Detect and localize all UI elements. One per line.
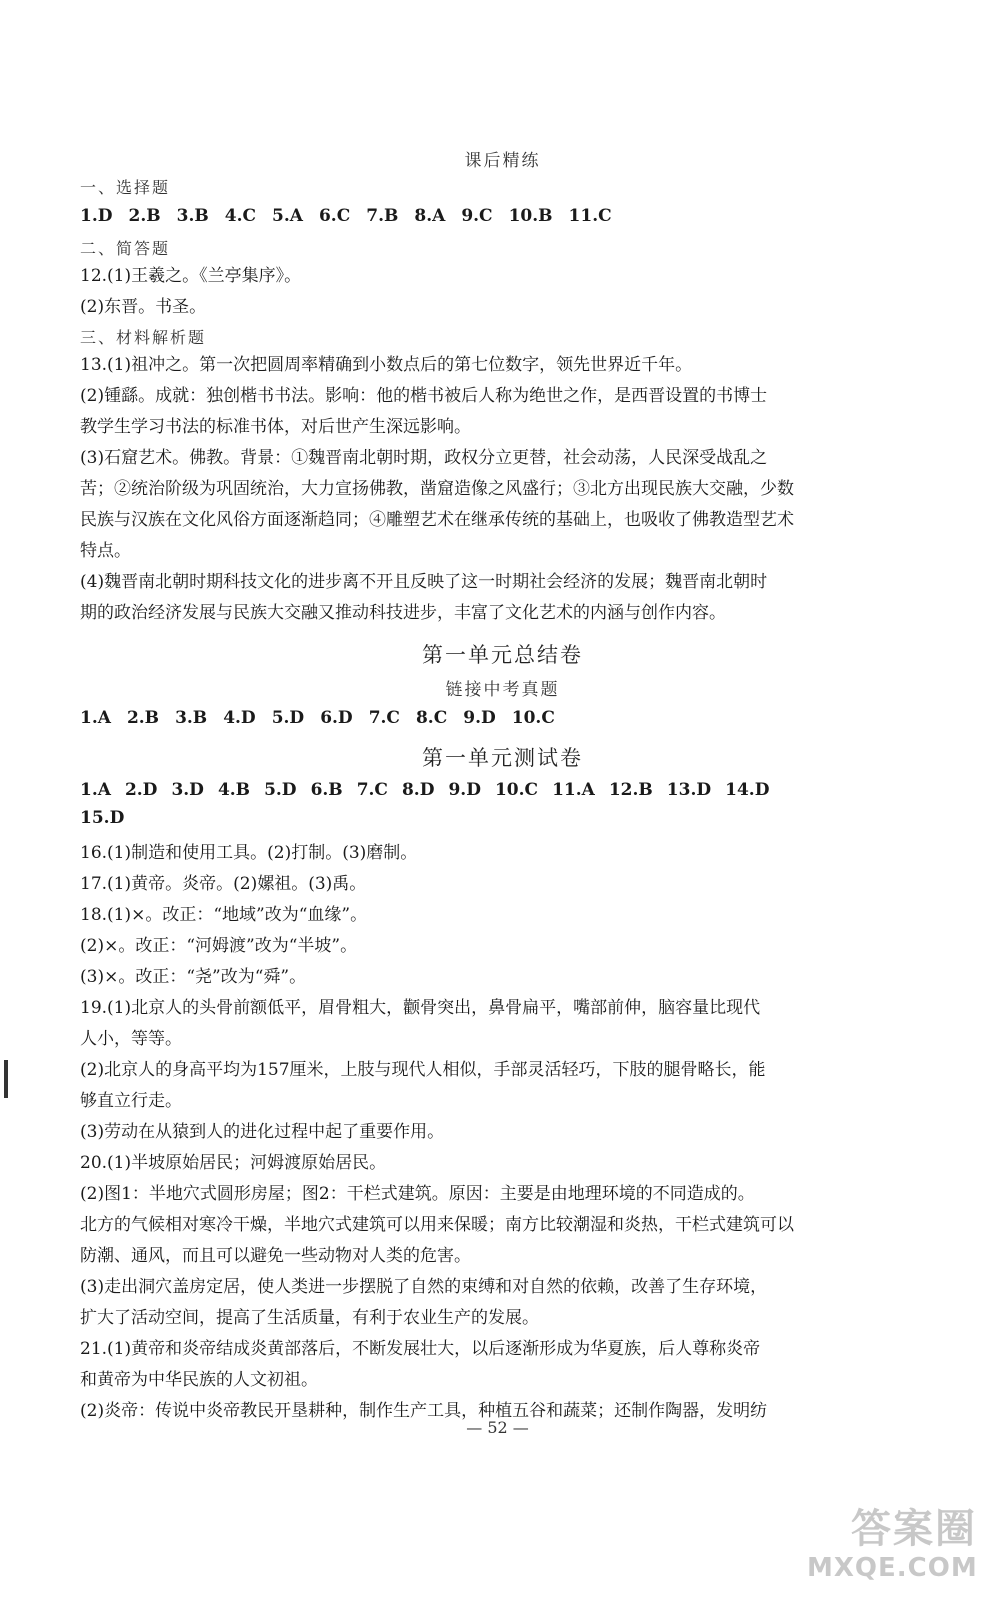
page-number: — 52 —: [466, 1418, 529, 1437]
section-title: 第一单元测试卷: [422, 746, 583, 770]
choice-item: 10.C: [494, 780, 539, 800]
answer-line: (3)石窟艺术。佛教。背景：①魏晋南北朝时期，政权分立更替，社会动荡，人民深受战乱之: [80, 448, 768, 468]
choice-item: 7.C: [356, 780, 388, 800]
answer-line: (2)×。改正：“河姆渡”改为“半坡”。: [80, 936, 358, 956]
answer-line: 教学生学习书法的标准书体，对后世产生深远影响。: [80, 417, 471, 437]
choice-item: 10.C: [511, 708, 555, 728]
answer-line: 16.(1)制造和使用工具。(2)打制。(3)磨制。: [80, 843, 418, 863]
choice-item: 3.B: [176, 206, 209, 226]
answer-line: 人小，等等。: [80, 1029, 182, 1049]
choice-item: 1.D: [80, 206, 113, 226]
section-title: 课后精练: [464, 151, 541, 171]
answer-line: 扩大了活动空间，提高了生活质量，有利于农业生产的发展。: [80, 1308, 539, 1328]
choice-item: 4.B: [217, 780, 251, 800]
choice-item: 5.A: [272, 206, 303, 226]
answer-line: (2)炎帝：传说中炎帝教民开垦耕种，制作生产工具，种植五谷和蔬菜；还制作陶器，发明纺: [80, 1401, 768, 1421]
watermark-top: 答案圈: [851, 1506, 977, 1552]
answer-line: 21.(1)黄帝和炎帝结成炎黄部落后，不断发展壮大，以后逐渐形成为华夏族，后人尊称炎帝: [80, 1339, 761, 1359]
choice-item: 11.A: [552, 780, 595, 800]
section-subtitle: 链接中考真题: [445, 680, 560, 700]
choice-item: 4.D: [223, 708, 256, 728]
choice-answers: [80, 704, 925, 732]
answer-line: (4)魏晋南北朝时期科技文化的进步离不开且反映了这一时期社会经济的发展；魏晋南北朝时: [80, 572, 768, 592]
answer-line: 13.(1)祖冲之。第一次把圆周率精确到小数点后的第七位数字，领先世界近千年。: [80, 355, 693, 375]
choice-item: 8.A: [414, 206, 446, 226]
choice-item: 9.D: [448, 780, 481, 800]
choice-item: 5.D: [271, 708, 305, 728]
answer-line: (3)走出洞穴盖房定居，使人类进一步摆脱了自然的束缚和对自然的依赖，改善了生存环境，: [80, 1277, 768, 1297]
choice-item: 6.B: [310, 780, 343, 800]
answer-line: 防潮、通风，而且可以避免一些动物对人类的危害。: [80, 1246, 471, 1266]
choice-answers: [80, 202, 925, 230]
choice-item: 2.D: [124, 780, 158, 800]
choice-item: 7.B: [366, 206, 399, 226]
scan-mark: [4, 1060, 8, 1098]
choice-item: 11.C: [568, 206, 612, 226]
answer-line: (3)×。改正：“尧”改为“舜”。: [80, 967, 307, 987]
choice-answer-last: 15.D: [80, 808, 125, 828]
answer-page: [80, 140, 925, 1427]
section-heading: 一、选择题: [80, 178, 171, 197]
choice-item: 2.B: [128, 206, 161, 226]
answer-line: 苦；②统治阶级为巩固统治，大力宣扬佛教，凿窟造像之风盛行；③北方出现民族大交融，少数: [80, 479, 794, 499]
answer-line: (3)劳动在从猿到人的进化过程中起了重要作用。: [80, 1122, 445, 1142]
answer-line: (2)锺繇。成就：独创楷书书法。影响：他的楷书被后人称为绝世之作，是西晋设置的书博士: [80, 386, 768, 406]
choice-item: 4.C: [224, 206, 257, 226]
choice-item: 8.D: [401, 780, 435, 800]
choice-answers: [80, 776, 925, 804]
choice-item: 6.C: [318, 206, 351, 226]
section-title: 第一单元总结卷: [422, 643, 583, 667]
choice-item: 1.A: [80, 708, 111, 728]
watermark-bottom: MXQE.COM: [807, 1553, 978, 1583]
section-heading: 三、材料解析题: [80, 328, 207, 347]
answer-line: 12.(1)王羲之。《兰亭集序》。: [80, 266, 302, 286]
answer-line: 18.(1)×。改正：“地域”改为“血缘”。: [80, 905, 368, 925]
answer-line: 特点。: [80, 541, 131, 561]
answer-line: 民族与汉族在文化风俗方面逐渐趋同；④雕塑艺术在继承传统的基础上，也吸收了佛教造型艺术: [80, 510, 794, 530]
choice-item: 5.D: [264, 780, 297, 800]
answer-line: (2)东晋。书圣。: [80, 297, 207, 317]
choice-item: 6.D: [320, 708, 353, 728]
choice-item: 3.D: [171, 780, 204, 800]
choice-item: 14.D: [725, 780, 770, 800]
choice-item: 2.B: [126, 708, 160, 728]
choice-item: 10.B: [508, 206, 553, 226]
answer-line: 17.(1)黄帝。炎帝。(2)嫘祖。(3)禹。: [80, 874, 367, 894]
watermark-logo: [807, 1505, 977, 1595]
answer-line: 20.(1)半坡原始居民；河姆渡原始居民。: [80, 1153, 387, 1173]
answer-line: (2)北京人的身高平均为157厘米，上肢与现代人相似，手部灵活轻巧，下肢的腿骨略长，能: [80, 1060, 766, 1080]
answer-line: 和黄帝为中华民族的人文初祖。: [80, 1370, 318, 1390]
choice-item: 1.A: [80, 780, 111, 800]
choice-item: 13.D: [666, 780, 712, 800]
section-heading: 二、简答题: [80, 239, 171, 258]
answer-line: (2)图1：半地穴式圆形房屋；图2：干栏式建筑。原因：主要是由地理环境的不同造成的。: [80, 1184, 755, 1204]
choice-item: 9.C: [461, 206, 493, 226]
choice-item: 9.D: [463, 708, 496, 728]
choice-item: 3.B: [175, 708, 208, 728]
answer-line: 够直立行走。: [80, 1091, 182, 1111]
choice-item: 12.B: [608, 780, 653, 800]
choice-item: 8.C: [415, 708, 448, 728]
answer-line: 北方的气候相对寒冷干燥，半地穴式建筑可以用来保暖；南方比较潮湿和炎热，干栏式建筑可以: [80, 1215, 794, 1235]
choice-item: 7.C: [368, 708, 400, 728]
answer-line: 期的政治经济发展与民族大交融又推动科技进步，丰富了文化艺术的内涵与创作内容。: [80, 603, 726, 623]
answer-line: 19.(1)北京人的头骨前额低平，眉骨粗大，颧骨突出，鼻骨扁平，嘴部前伸，脑容量比现代: [80, 998, 761, 1018]
